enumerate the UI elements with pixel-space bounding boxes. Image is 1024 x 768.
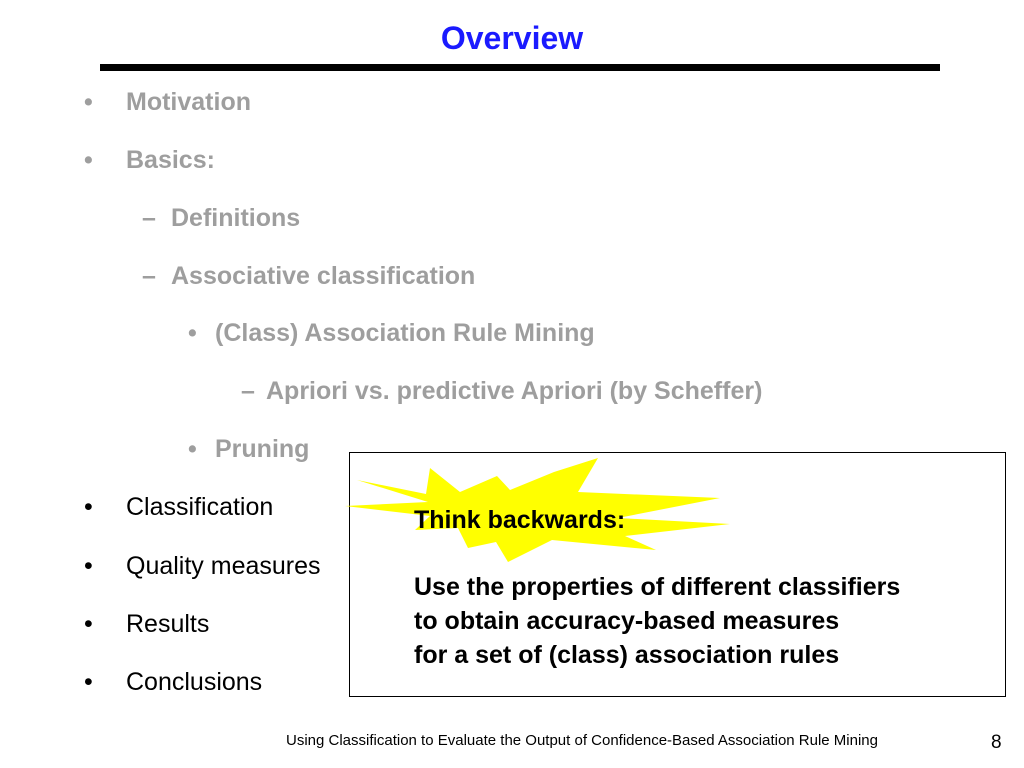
outline-item-label: Results (126, 610, 210, 638)
outline-item-label: Definitions (171, 204, 301, 232)
outline-subsubitem-pruning (188, 433, 309, 465)
outline-item-label: (Class) Association Rule Mining (215, 319, 595, 347)
callout-body-line: to obtain accuracy-based measures (414, 607, 840, 635)
outline-item-label: Classification (126, 493, 274, 521)
outline-item-classification (84, 491, 273, 523)
outline-item-label: Quality measures (126, 552, 321, 580)
outline-item-quality-measures (84, 550, 321, 582)
page-number: 8 (991, 732, 1002, 753)
outline-item-label: Conclusions (126, 668, 263, 696)
callout-body-line: for a set of (class) association rules (414, 641, 840, 669)
bullet-marker: • (84, 668, 93, 696)
slide-title: Overview (440, 20, 584, 56)
outline-item-label: Associative classification (171, 262, 476, 290)
dash-marker: – (142, 204, 156, 232)
outline-item-label: Pruning (215, 435, 310, 463)
callout-body-line: Use the properties of different classifiers (414, 573, 901, 601)
bullet-marker: • (84, 493, 93, 521)
dash-marker: – (142, 262, 156, 290)
outline-subsubitem-carm (188, 317, 595, 349)
footer-title: Using Classification to Evaluate the Output of Confidence-Based Association Rule Mining (286, 732, 878, 749)
outline-item-basics (84, 144, 215, 176)
bullet-marker: • (188, 319, 197, 347)
callout-heading: Think backwards: (414, 506, 626, 534)
outline-subitem-associative-classification (142, 260, 475, 292)
bullet-marker: • (84, 146, 93, 174)
outline-subsubsubitem-apriori (241, 375, 762, 407)
bullet-marker: • (84, 88, 93, 116)
outline-subitem-definitions (142, 202, 300, 234)
bullet-marker: • (84, 610, 93, 638)
dash-marker: – (241, 377, 255, 405)
bullet-marker: • (84, 552, 93, 580)
outline-item-motivation (84, 86, 251, 118)
outline-item-label: Basics: (126, 146, 215, 174)
title-divider (100, 64, 940, 71)
outline-item-label: Apriori vs. predictive Apriori (by Scheffer) (266, 377, 763, 405)
bullet-marker: • (188, 435, 197, 463)
outline-item-results (84, 608, 209, 640)
outline-item-label: Motivation (126, 88, 251, 116)
outline-item-conclusions (84, 666, 262, 698)
